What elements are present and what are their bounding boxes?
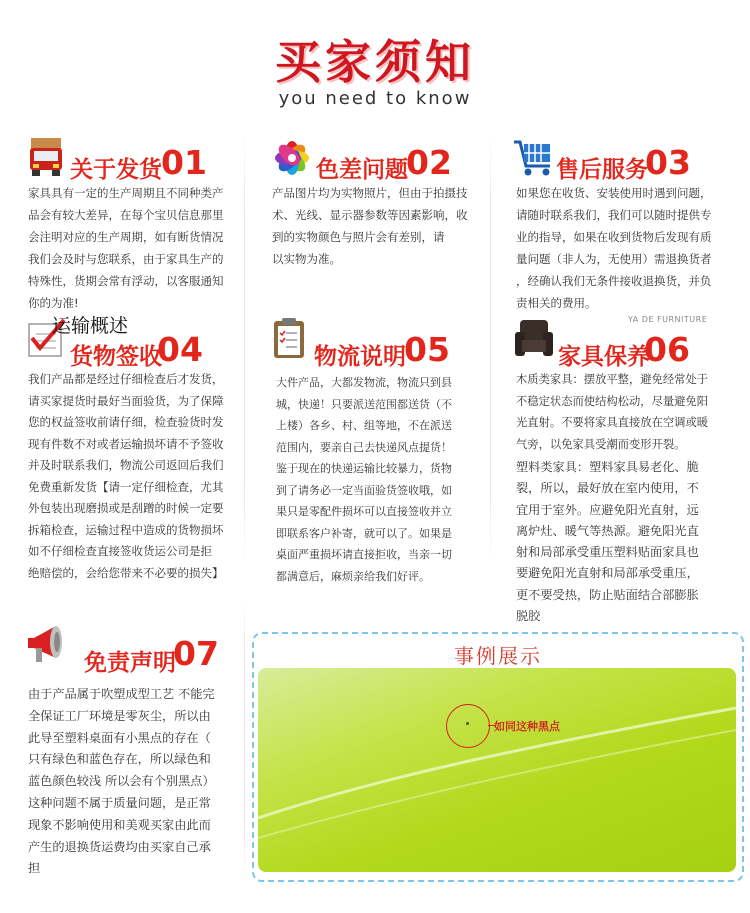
section-number: 04 [157,330,203,369]
section-title: 关于发货 [70,157,162,183]
section-text: 我们产品都是经过仔细检查后才发货， 请买家提货时最好当面验货，为了保障 您的权益签收前请仔细，检查验货时发 现有件数不对或者运输损坏请不予签收 并及时联系我们，物流公司返回后我们 免费重新发货【请一定仔细检查，尤其 外包装出现磨损或是刮蹭的时候一定要 拆箱检查，运输过程中造成的货物损坏 如不仔细检查直接签收货运公司是拒 绝赔偿的，会给您带来不必要的损失】 [28,372,224,580]
section-title: 货物签收 [70,344,162,370]
callout-text: 如同这种黑点 [494,720,560,733]
armchair-icon [512,316,556,360]
section-text: 产品图片均为实物照片，但由于拍摄技 术、光线、显示器参数等因素影响，收 到的实物颜色与照片会有差别，请 以实物为准。 [272,186,468,266]
section-text: 家具具有一定的生产周期且不同种类产 品会有较大差异，在每个宝贝信息那里 会注明对应的生产周期，如有断货情况 我们会及时与您联系，由于家具生产的 特殊性，货期会常有浮动，以客服通知 你的为准! [28,186,224,310]
section-text: 木质类家具：摆放平整，避免经常处于 不稳定状态而使结构松动，尽量避免阳 光直射。不要将家具直接放在空调或暖 气旁，以免家具受潮而变形开裂。 [516,373,709,451]
section-number: 06 [644,330,690,369]
section-text: 大件产品，大都发物流，物流只到县 城，快递！只要派送范围都送货（不 上楼）各乡、村、组等地，不在派送 范围内，要亲自己去快递风点提货！ 鉴于现在的快递运输比较暴力，货物 到了请务必一定当面验货签收哦，如 果只是零配件损坏可以直接签收并立 即联系客户补寄，就可以了。如果是 桌面严重损坏请直接拒收，当亲一切 都满意后，麻烦亲给我们好评。 [276,376,452,583]
shopping-cart-icon [512,136,556,178]
color-wheel-icon [268,140,316,176]
section-title: 免责声明 [84,650,176,676]
section-title: 物流说明 [314,344,406,370]
page-title: 买家须知 [275,35,475,89]
section-number: 07 [173,634,219,673]
brand-watermark: YA DE FURNITURE [628,315,708,324]
section-number: 03 [645,143,691,182]
clipboard-icon [270,316,308,360]
section-text: 如果您在收货、安装使用时遇到问题， 请随时联系我们，我们可以随时提供专 业的指导，如果在收到货物后发现有质 量问题（非人为，无使用）需退换货者 ，经确认我们无条件接收退换货，并负 责相关的费用。 [516,186,712,310]
megaphone-icon [26,620,78,670]
section-number: 01 [161,143,207,182]
section-text: 由于产品属于吹塑成型工艺 不能完 全保证工厂环境是零灰尘，所以由 此导至塑料桌面有小黑点的存在（ 只有绿色和蓝色存在，所以绿色和 蓝色颜色较浅 所以会有个别黑点） 这种问题不属于质量问题，是正常 现象不影响使用和美观买家由此而 产生的退换货运费均由买家自己承 担 [28,687,215,876]
section-title: 售后服务 [556,157,648,183]
example-title: 事例展示 [454,644,542,668]
plastic-surface-highlight [258,668,736,872]
column-divider [244,600,245,880]
section-number: 02 [406,143,452,182]
truck-icon [24,134,68,178]
section-text: 塑料类家具：塑料家具易老化、脆 裂，所以，最好放在室内使用，不 宜用于室外。应避免阳光直射，远 离炉灶、暖气等热源。避免阳光直 射和局部承受重压塑料贴面家具也 要避免阳光直射和局部承受重压， 更不要受热，防止贴面结合部膨胀 脱胶 [516,460,699,624]
section-overlay-title: 运输概述 [52,315,129,337]
example-photo [258,668,736,872]
highlight-circle [446,704,490,748]
section-number: 05 [404,330,450,369]
section-title: 家具保养 [558,344,650,370]
column-divider [490,128,491,568]
page-subtitle: you need to know [278,88,472,109]
section-title: 色差问题 [316,157,408,183]
column-divider [244,128,245,568]
